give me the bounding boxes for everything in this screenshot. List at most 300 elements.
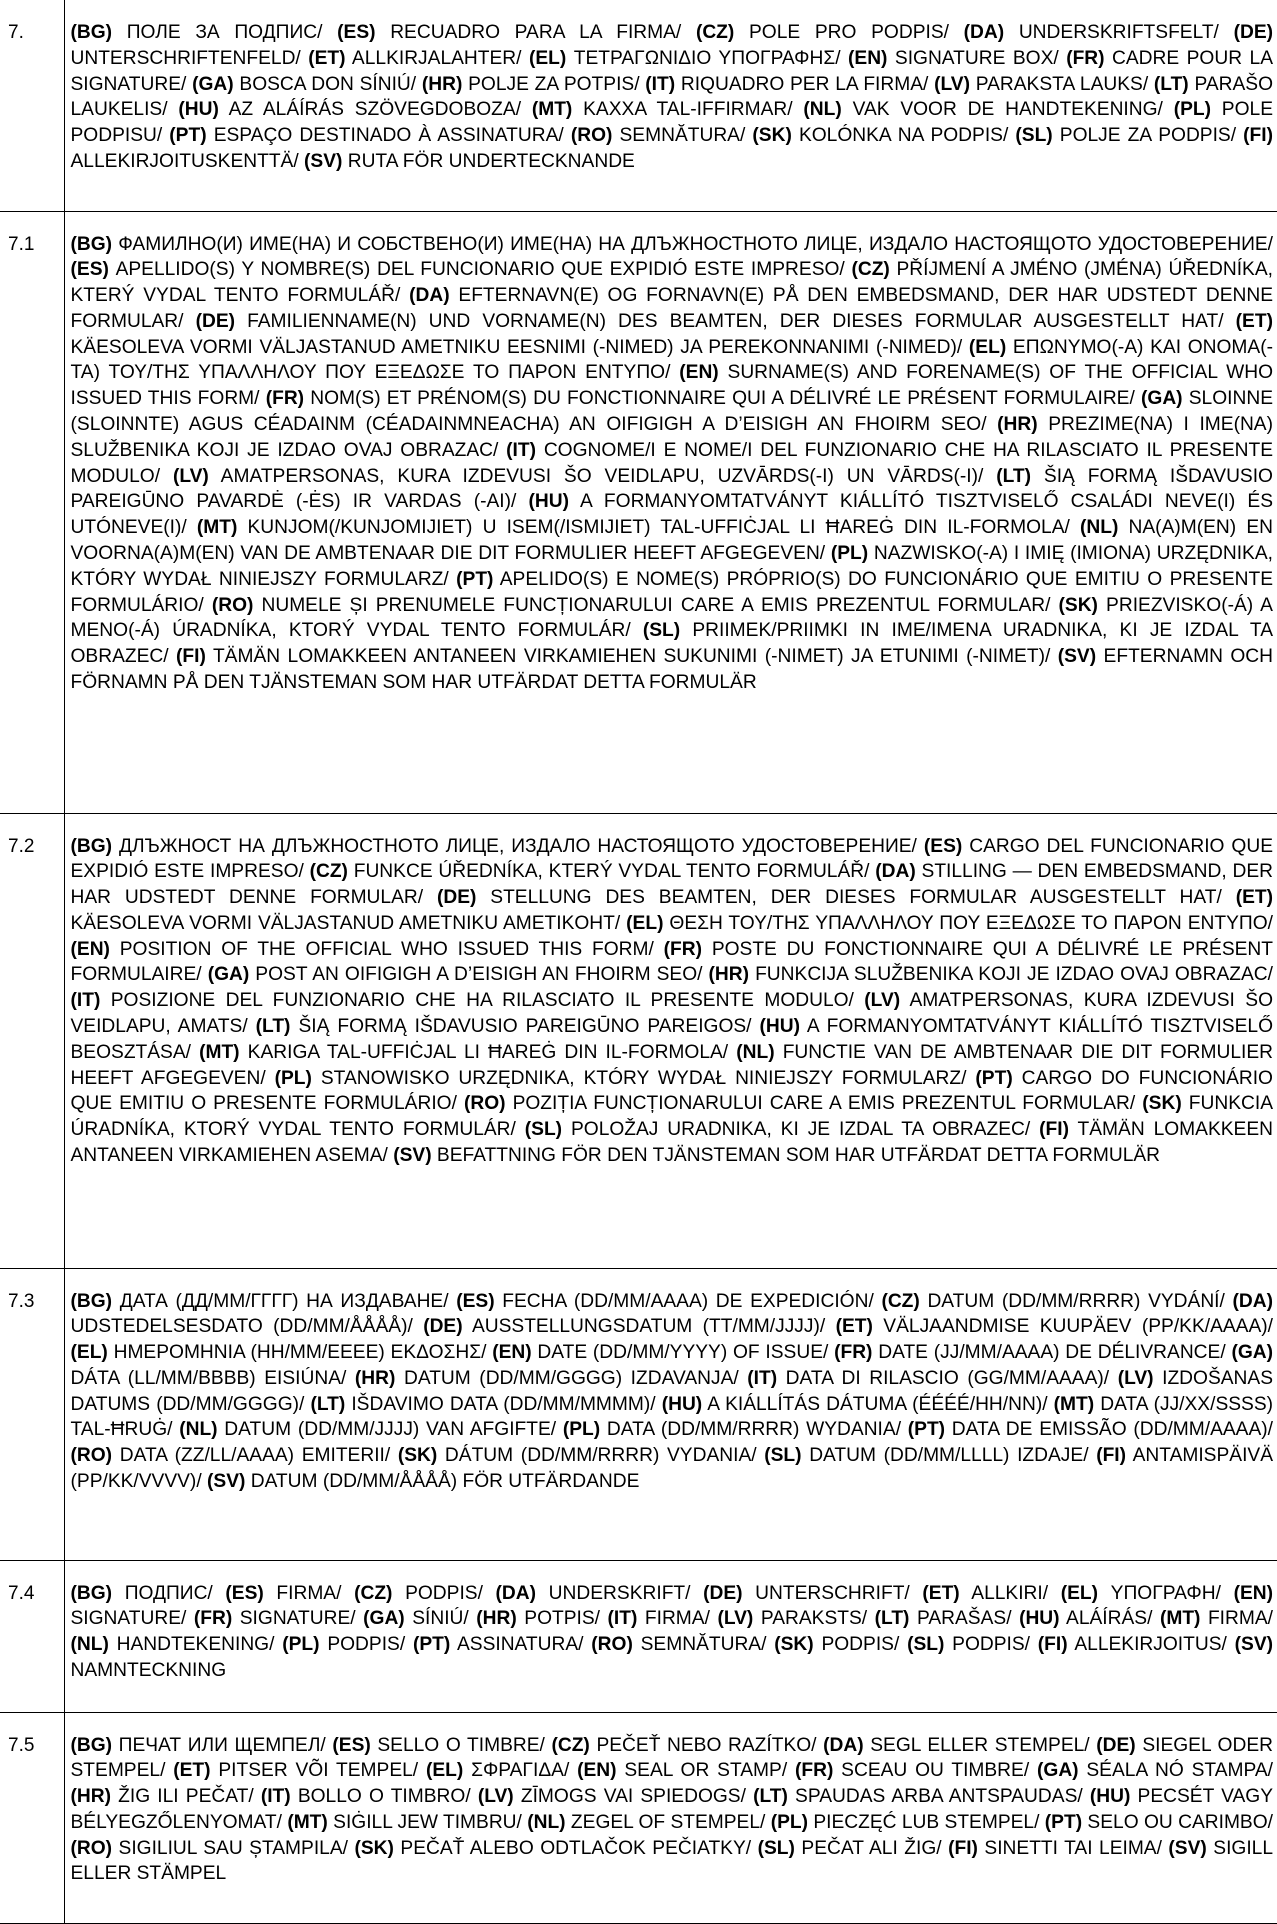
- language-entry: [197, 517, 1080, 538]
- language-code: (EN): [1233, 1582, 1273, 1604]
- language-text: DATUM (DD/MM/GGGG) IZDAVANJA/: [395, 1367, 748, 1389]
- language-code: (SK): [1142, 1093, 1182, 1115]
- language-code: (IT): [260, 1786, 291, 1808]
- language-entry: [199, 1042, 736, 1063]
- language-entry: [478, 1786, 753, 1807]
- language-entry: [173, 466, 996, 487]
- language-text: SIGILL ELLER STÄMPEL: [70, 1837, 1274, 1885]
- language-text: PREZIME(NA) I IME(NA) SLUŽBENIKA KOJI JE IZDAO OVAJ OBRAZAC/: [70, 414, 1273, 461]
- language-entry: [287, 1812, 527, 1833]
- language-text: ФАМИЛНО(И) ИМЕ(НА) И СОБСТВЕНО(И) ИМЕ(НА) НА ДЛЪЖНОСТНОТО ЛИЦЕ, ИЗДАЛО НАСТОЯЩОТО УДОСТОВЕРЕНИЕ/: [112, 233, 1273, 255]
- row-number: 7.2: [0, 813, 64, 1268]
- language-entry: [413, 1634, 591, 1655]
- language-code: (DA): [875, 861, 916, 883]
- language-entry: [71, 990, 865, 1011]
- language-entry: [834, 1342, 1231, 1363]
- language-code: (NL): [527, 1811, 566, 1833]
- language-entry: [71, 1291, 457, 1312]
- language-text: POST AN OIFIGIGH A D’EISIGH AN FHOIRM SEO/: [249, 964, 709, 986]
- language-code: (RO): [591, 1634, 633, 1656]
- language-text: DATA (ZZ/LL/AAAA) EMITERII/: [112, 1445, 398, 1467]
- language-entry: [71, 1786, 261, 1807]
- language-entry: [192, 74, 422, 95]
- language-text: PODPIS/: [813, 1634, 908, 1656]
- row-text: [64, 211, 1277, 813]
- language-text: ALLKIRI/: [959, 1582, 1061, 1604]
- language-text: SINETTI TAI LEIMA/: [977, 1837, 1169, 1859]
- language-code: (ET): [308, 47, 346, 69]
- language-code: (PT): [1044, 1811, 1083, 1833]
- language-entry: [626, 913, 1273, 934]
- language-text: FUNKCIJA SLUŽBENIKA KOJI JE IZDAO OVAJ OBRAZAC/: [749, 964, 1273, 986]
- language-code: (LV): [1117, 1367, 1154, 1389]
- language-entry: [1160, 1608, 1273, 1629]
- language-code: (NL): [803, 99, 842, 121]
- language-code: (NL): [736, 1041, 775, 1063]
- language-code: (GA): [363, 1608, 405, 1630]
- language-code: (HR): [997, 414, 1038, 436]
- language-code: (FR): [193, 1608, 233, 1630]
- language-code: (RO): [463, 1093, 506, 1115]
- language-text: ΥΠΟΓΡΑΦΗ/: [1098, 1582, 1234, 1604]
- language-code: (CZ): [881, 1290, 920, 1312]
- language-text: ŠIĄ FORMĄ IŠDAVUSIO PAREIGŪNO PAREIGOS/: [290, 1016, 760, 1038]
- language-text: SEGL ELLER STEMPEL/: [863, 1734, 1097, 1756]
- language-text: DATUM (DD/MM/RRRR) VYDÁNÍ/: [919, 1290, 1233, 1312]
- language-entry: [771, 1812, 1045, 1833]
- language-code: (LT): [1153, 73, 1189, 95]
- language-code: (FI): [1096, 1445, 1127, 1467]
- language-code: (DA): [963, 22, 1005, 43]
- language-code: (EN): [848, 47, 888, 69]
- language-text: TÄMÄN LOMAKKEEN ANTANEEN VIRKAMIEHEN SUKUNIMI (-NIMET) JA ETUNIMI (-NIMET)/: [205, 646, 1058, 668]
- language-text: HANDTEKENING/: [108, 1634, 283, 1656]
- table-row: [0, 0, 1277, 211]
- language-code: (ET): [922, 1582, 960, 1604]
- language-text: FAMILIENNAME(N) UND VORNAME(N) DES BEAMTEN, DER DIESES FORMULAR AUSGESTELLT HAT/: [235, 310, 1236, 332]
- language-text: BOSCA DON SÍNIÚ/: [233, 73, 422, 95]
- language-text: ПЕЧАТ ИЛИ ЩЕМПЕЛ/: [112, 1734, 333, 1756]
- language-text: ŠIĄ FORMĄ IŠDAVUSIO PAREIGŪNO PAVARDĖ (-ĖS) IR VARDAS (-AI)/: [70, 465, 1273, 513]
- language-text: ΤΕΤΡΑΓΩΝΙΔΙΟ ΥΠΟΓΡΑΦΗΣ/: [566, 47, 848, 69]
- language-code: (LV): [864, 990, 901, 1012]
- language-code: (PT): [975, 1067, 1013, 1089]
- language-code: (ES): [70, 259, 109, 281]
- language-code: (HU): [528, 491, 569, 513]
- language-text: ALÁÍRÁS/: [1059, 1608, 1160, 1630]
- language-text: DÁTUM (DD/MM/RRRR) VYDANIA/: [437, 1445, 765, 1467]
- row-text: [64, 1268, 1277, 1560]
- language-text: UDSTEDELSESDATO (DD/MM/ÅÅÅÅ)/: [70, 1316, 424, 1338]
- language-entry: [194, 1608, 363, 1629]
- language-code: (GA): [1141, 388, 1183, 410]
- language-code: (FI): [948, 1837, 978, 1859]
- language-text: STELLUNG DES BEAMTEN, DER DIESES FORMULAR AUSGESTELLT HAT/: [476, 887, 1236, 909]
- language-text: BEFATTNING FÖR DEN TJÄNSTEMAN SOM HAR UTFÄRDAT DETTA FORMULÄR: [431, 1145, 1161, 1167]
- language-text: SELLO O TIMBRE/: [370, 1734, 552, 1756]
- language-code: (FR): [834, 1342, 873, 1364]
- language-entry: [423, 1316, 835, 1337]
- language-entry: [696, 22, 964, 43]
- language-code: (NL): [1080, 517, 1119, 539]
- language-code: (EN): [679, 362, 719, 384]
- language-code: (FR): [794, 1760, 834, 1782]
- language-text: ZEGEL OF STEMPEL/: [565, 1811, 771, 1833]
- language-code: (LT): [310, 1393, 346, 1415]
- language-code: (EL): [70, 1342, 108, 1364]
- language-text: VÄLJAANDMISE KUUPÄEV (PP/KK/AAAA)/: [872, 1316, 1273, 1338]
- language-code: (PT): [907, 1419, 946, 1441]
- language-text: ANTAMISPÄIVÄ (PP/KK/VVVV)/: [70, 1445, 1274, 1493]
- language-entry: [476, 1608, 607, 1629]
- language-entry: [212, 595, 1059, 616]
- language-entry: [764, 1445, 1096, 1466]
- language-entry: [964, 22, 1234, 43]
- language-code: (FR): [663, 938, 703, 960]
- language-text: KOLÓNKA NA PODPIS/: [791, 125, 1016, 147]
- language-text: POZIȚIA FUNCȚIONARULUI CARE A EMIS PREZENTUL FORMULAR/: [505, 1093, 1143, 1115]
- language-code: (SL): [757, 1837, 795, 1859]
- language-code: (EL): [626, 912, 664, 934]
- language-text: PARAKSTA LAUKS/: [969, 73, 1154, 95]
- language-entry: [758, 1838, 949, 1859]
- language-code: (HR): [421, 73, 463, 95]
- language-text: SELO OU CARIMBO/: [1082, 1811, 1273, 1833]
- language-entry: [179, 1419, 563, 1440]
- language-entry: [426, 1760, 577, 1781]
- language-text: PARAŠAS/: [909, 1608, 1020, 1630]
- language-entry: [525, 1119, 1039, 1140]
- language-code: (NL): [179, 1419, 218, 1441]
- language-code: (IT): [645, 73, 676, 95]
- language-entry: [71, 1735, 333, 1756]
- language-code: (IT): [70, 990, 101, 1012]
- language-text: RUTA FÖR UNDERTECKNANDE: [342, 150, 635, 172]
- language-text: KÄESOLEVA VORMI VÄLJASTANUD AMETNIKU AMETIKOHT/: [70, 912, 627, 934]
- language-text: TÄMÄN LOMAKKEEN ANTANEEN VIRKAMIEHEN ASEMA/: [70, 1119, 1274, 1167]
- language-code: (CZ): [309, 861, 348, 883]
- language-text: FUNKCIA ÚRADNÍKA, KTORÝ VYDAL TENTO FORMULÁR/: [70, 1093, 1273, 1141]
- language-entry: [747, 1368, 1117, 1389]
- language-code: (PT): [169, 125, 207, 147]
- language-text: DATA DE EMISSÃO (DD/MM/AAAA)/: [945, 1419, 1273, 1441]
- language-text: ПОДПИС/: [112, 1582, 226, 1604]
- language-text: CARGO DEL FUNCIONARIO QUE EXPIDIÓ ESTE IMPRESO/: [70, 835, 1273, 883]
- language-entry: [363, 1608, 476, 1629]
- language-entry: [1038, 1634, 1235, 1655]
- language-code: (ET): [1235, 310, 1273, 332]
- language-text: SEMNĂTURA/: [632, 1634, 775, 1656]
- language-text: RECUADRO PARA LA FIRMA/: [375, 22, 696, 43]
- language-text: ALLEKIRJOITUSKENTTÄ/: [70, 150, 305, 172]
- language-code: (HU): [661, 1393, 703, 1415]
- language-entry: [196, 311, 1236, 332]
- language-text: CADRE POUR LA SIGNATURE/: [70, 47, 1273, 95]
- language-text: AUSSTELLUNGSDATUM (TT/MM/JJJJ)/: [462, 1316, 836, 1338]
- language-text: PARAKSTS/: [753, 1608, 875, 1630]
- language-code: (FI): [1243, 125, 1273, 147]
- language-text: PRIIMEK/PRIIMKI IN IME/IMENA URADNIKA, KI JE IZDAL TA OBRAZEC/: [70, 620, 1273, 668]
- language-text: SCEAU OU TIMBRE/: [833, 1760, 1037, 1782]
- language-code: (ES): [337, 22, 376, 43]
- language-entry: [464, 1093, 1142, 1114]
- language-text: SIEGEL ODER STEMPEL/: [70, 1734, 1273, 1782]
- language-text: POSTE DU FONCTIONNAIRE QUI A DÉLIVRÉ LE PRÉSENT FORMULAIRE/: [70, 938, 1273, 986]
- language-entry: [532, 99, 804, 120]
- language-code: (DA): [409, 285, 450, 307]
- language-text: DATA (JJ/XX/SSSS) TAL-ĦRUĠ/: [70, 1393, 1274, 1441]
- language-text: POLJE ZA POTPIS/: [462, 73, 646, 95]
- language-code: (HU): [1089, 1786, 1131, 1808]
- language-entry: [563, 1419, 908, 1440]
- language-text: KAXXA TAL-IFFIRMAR/: [572, 99, 804, 121]
- language-code: (SV): [1168, 1837, 1207, 1859]
- language-text: SIGNATURE BOX/: [887, 47, 1067, 69]
- language-code: (NL): [70, 1634, 109, 1656]
- language-entry: [310, 1394, 661, 1415]
- language-text: APELLIDO(S) Y NOMBRE(S) DEL FUNCIONARIO QUE EXPIDIÓ ESTE IMPRESO/: [108, 259, 852, 281]
- language-entry: [354, 1838, 757, 1859]
- language-code: (ES): [923, 835, 963, 857]
- language-code: (CZ): [851, 259, 890, 281]
- language-entry: [1061, 1583, 1234, 1604]
- language-text: SIGNATURE/: [232, 1608, 364, 1630]
- language-entry: [795, 1760, 1037, 1781]
- language-text: ŽIG ILI PEČAT/: [111, 1786, 261, 1808]
- row-text: [64, 1560, 1277, 1712]
- language-code: (GA): [1037, 1760, 1079, 1782]
- language-text: AMATPERSONAS, KURA IZDEVUSI ŠO VEIDLAPU, AMATS/: [70, 990, 1274, 1038]
- language-code: (MT): [531, 99, 573, 121]
- language-code: (MT): [199, 1041, 240, 1063]
- language-code: (ES): [225, 1582, 264, 1604]
- language-entry: [71, 259, 852, 280]
- language-code: (EN): [577, 1760, 617, 1782]
- table-row: [0, 211, 1277, 813]
- language-entry: [207, 1471, 639, 1492]
- row-number: 7.: [0, 0, 64, 211]
- row-text: [64, 0, 1277, 211]
- language-code: (EL): [425, 1760, 464, 1782]
- language-code: (RO): [70, 1837, 113, 1859]
- language-code: (PL): [562, 1419, 601, 1441]
- language-text: POTPIS/: [516, 1608, 608, 1630]
- language-text: DATUM (DD/MM/LLLL) IZDAJE/: [801, 1445, 1097, 1467]
- language-code: (HR): [70, 1786, 111, 1808]
- language-entry: [492, 1342, 834, 1363]
- language-entry: [752, 125, 1015, 146]
- language-text: PODPIS/: [392, 1582, 496, 1604]
- language-entry: [308, 48, 529, 69]
- language-entry: [437, 887, 1236, 908]
- language-text: PARAŠO LAUKELIS/: [70, 73, 1273, 121]
- language-text: PEČAŤ ALEBO ODTLAČOK PEČIATKY/: [393, 1837, 758, 1859]
- language-entry: [1015, 125, 1243, 146]
- language-text: SÍNIÚ/: [404, 1608, 477, 1630]
- language-text: VAK VOOR DE HANDTEKENING/: [841, 99, 1174, 121]
- table-row: [0, 1712, 1277, 1923]
- language-code: (PT): [456, 568, 494, 590]
- language-code: (BG): [70, 1582, 113, 1604]
- language-text: PEČEŤ NEBO RAZÍTKO/: [589, 1734, 824, 1756]
- language-code: (SV): [304, 150, 343, 172]
- language-entry: [261, 1786, 478, 1807]
- language-code: (DE): [423, 1316, 463, 1338]
- language-entry: [71, 1634, 283, 1655]
- language-code: (RO): [70, 1445, 113, 1467]
- language-code: (CZ): [354, 1582, 393, 1604]
- language-text: ASSINATURA/: [450, 1634, 592, 1656]
- language-text: STANOWISKO URZĘDNIKA, KTÓRY WYDAŁ NINIEJSZY FORMULARZ/: [311, 1067, 976, 1089]
- language-code: (LT): [753, 1786, 788, 1808]
- language-text: UNTERSCHRIFT/: [742, 1582, 923, 1604]
- language-code: (ET): [1235, 887, 1273, 909]
- language-text: ДЛЪЖНОСТ НА ДЛЪЖНОСТНОТО ЛИЦЕ, ИЗДАЛО НАСТОЯЩОТО УДОСТОВЕРЕНИЕ/: [112, 835, 924, 857]
- language-text: PRIEZVISKO(-Á) A MENO(-Á) ÚRADNÍKA, KTORÝ VYDAL TENTO FORMULÁR/: [70, 594, 1273, 642]
- language-text: PŘÍJMENÍ A JMÉNO (JMÉNA) ÚŘEDNÍKA, KTERÝ VYDAL TENTO FORMULÁŘ/: [70, 259, 1273, 307]
- language-code: (HR): [354, 1367, 396, 1389]
- language-entry: [398, 1445, 764, 1466]
- language-text: SEMNĂTURA/: [612, 125, 753, 147]
- language-entry: [354, 1583, 495, 1604]
- language-entry: [774, 1634, 907, 1655]
- language-entry: [803, 99, 1173, 120]
- language-entry: [908, 1419, 1273, 1440]
- language-entry: [645, 74, 934, 95]
- language-entry: [456, 1291, 881, 1312]
- language-entry: [71, 836, 924, 857]
- language-text: RIQUADRO PER LA FIRMA/: [675, 73, 935, 95]
- language-code: (EN): [492, 1342, 532, 1364]
- language-code: (EL): [528, 47, 567, 69]
- language-text: SURNAME(S) AND FORENAME(S) OF THE OFFICIAL WHO ISSUED THIS FORM/: [70, 362, 1274, 410]
- language-code: (DE): [1233, 22, 1274, 43]
- language-code: (BG): [70, 22, 113, 43]
- language-code: (MT): [196, 517, 238, 539]
- language-code: (EL): [1060, 1582, 1099, 1604]
- language-code: (PL): [282, 1634, 320, 1656]
- language-entry: [875, 1608, 1019, 1629]
- language-text: UNDERSKRIFT/: [536, 1582, 704, 1604]
- language-text: DATE (JJ/MM/AAAA) DE DÉLIVRANCE/: [872, 1342, 1232, 1364]
- language-entry: [225, 1583, 354, 1604]
- language-text: A FORMANYOMTATVÁNYT KIÁLLÍTÓ TISZTVISELŐ BEOSZTÁSA/: [70, 1016, 1273, 1063]
- language-entry: [1019, 1608, 1160, 1629]
- language-text: ALLKIRJALAHTER/: [345, 47, 529, 69]
- language-text: DATE (DD/MM/YYYY) OF ISSUE/: [531, 1342, 835, 1364]
- language-entry: [266, 388, 1141, 409]
- language-code: (LT): [255, 1016, 291, 1038]
- language-code: (DA): [823, 1734, 864, 1756]
- language-text: NOM(S) ET PRÉNOM(S) DU FONCTIONNAIRE QUI A DÉLIVRÉ LE PRÉSENT FORMULAIRE/: [304, 388, 1141, 410]
- language-entry: [169, 125, 571, 146]
- language-text: PITSER VÕI TEMPEL/: [210, 1760, 426, 1782]
- language-entry: [355, 1368, 747, 1389]
- language-entry: [591, 1634, 774, 1655]
- language-code: (SV): [1234, 1634, 1273, 1656]
- language-entry: [1037, 1760, 1273, 1781]
- language-code: (DE): [703, 1582, 743, 1604]
- language-text: DATUM (DD/MM/ÅÅÅÅ) FÖR UTFÄRDANDE: [245, 1471, 640, 1493]
- language-code: (FI): [1039, 1119, 1069, 1141]
- language-code: (EL): [968, 336, 1007, 358]
- language-entry: [717, 1608, 874, 1629]
- language-code: (ET): [835, 1316, 873, 1338]
- language-text: NAMNTECKNING: [70, 1659, 227, 1681]
- language-code: (LV): [934, 73, 970, 95]
- language-entry: [275, 1068, 976, 1089]
- language-entry: [848, 48, 1066, 69]
- language-code: (FI): [1037, 1634, 1068, 1656]
- language-code: (MT): [287, 1811, 328, 1833]
- language-text: A KIÁLLÍTÁS DÁTUMA (ÉÉÉÉ/HH/NN)/: [702, 1393, 1054, 1415]
- language-code: (FR): [1066, 47, 1105, 69]
- language-text: PODPIS/: [944, 1634, 1038, 1656]
- language-code: (ES): [332, 1734, 371, 1756]
- language-text: ДАТА (ДД/ММ/ГГГГ) НА ИЗДАВАНЕ/: [112, 1290, 457, 1312]
- language-text: FUNKCE ÚŘEDNÍKA, KTERÝ VYDAL TENTO FORMULÁŘ/: [347, 861, 876, 883]
- language-code: (LV): [717, 1608, 754, 1630]
- language-entry: [948, 1838, 1168, 1859]
- language-code: (DE): [436, 887, 477, 909]
- language-text: IŠDAVIMO DATA (DD/MM/MMMM)/: [345, 1393, 662, 1415]
- language-text: KUNJOM(/KUNJOMIJIET) U ISEM(/ISMIJIET) TAL-UFFIĊJAL LI ĦAREĠ DIN IL-FORMOLA/: [237, 517, 1080, 539]
- language-text: COGNOME/I E NOME/I DEL FUNZIONARIO CHE HA RILASCIATO IL PRESENTE MODULO/: [70, 439, 1273, 487]
- language-text: SÉALA NÓ STAMPA/: [1078, 1760, 1273, 1782]
- language-text: FIRMA/: [263, 1582, 355, 1604]
- language-entry: [337, 22, 696, 43]
- language-entry: [577, 1760, 795, 1781]
- row-number: 7.4: [0, 1560, 64, 1712]
- language-entry: [71, 1583, 226, 1604]
- language-code: (FR): [265, 388, 305, 410]
- language-code: (SL): [524, 1119, 563, 1141]
- row-text: [64, 813, 1277, 1268]
- language-code: (PL): [274, 1067, 312, 1089]
- language-entry: [310, 861, 876, 882]
- language-code: (PL): [1173, 99, 1211, 121]
- language-text: BOLLO O TIMBRO/: [290, 1786, 478, 1808]
- language-code: (IT): [747, 1367, 778, 1389]
- language-entry: [71, 1445, 398, 1466]
- language-code: (LT): [996, 465, 1032, 487]
- language-code: (SK): [354, 1837, 394, 1859]
- language-text: NUMELE ȘI PRENUMELE FUNCȚIONARULUI CARE A EMIS PREZENTUL FORMULAR/: [253, 594, 1059, 616]
- language-code: (RO): [211, 594, 254, 616]
- language-text: PODPIS/: [319, 1634, 413, 1656]
- language-entry: [208, 964, 709, 985]
- language-entry: [282, 1634, 413, 1655]
- language-entry: [709, 964, 1273, 985]
- language-code: (SV): [1057, 646, 1097, 668]
- language-entry: [332, 1735, 551, 1756]
- language-entry: [907, 1634, 1038, 1655]
- language-code: (PL): [770, 1811, 809, 1833]
- language-code: (BG): [70, 1734, 113, 1756]
- language-code: (SK): [752, 125, 792, 147]
- language-text: A FORMANYOMTATVÁNYT KIÁLLÍTÓ TISZTVISELŐ CSALÁDI NEVE(I) ÉS UTÓNEVE(I)/: [70, 491, 1273, 539]
- language-code: (BG): [70, 1290, 113, 1312]
- language-text: FUNCTIE VAN DE AMBTENAAR DIE DIT FORMULIER HEEFT AFGEGEVEN/: [70, 1041, 1273, 1089]
- language-code: (HU): [178, 99, 219, 121]
- language-text: POSITION OF THE OFFICIAL WHO ISSUED THIS FORM/: [109, 938, 664, 960]
- language-entry: [881, 1291, 1232, 1312]
- row-number: 7.5: [0, 1712, 64, 1923]
- language-text: KARIGA TAL-UFFIĊJAL LI ĦAREĠ DIN IL-FORMOLA/: [239, 1041, 737, 1063]
- language-entry: [71, 939, 664, 960]
- language-text: POLE PRO PODPIS/: [734, 22, 964, 43]
- language-code: (IT): [607, 1608, 638, 1630]
